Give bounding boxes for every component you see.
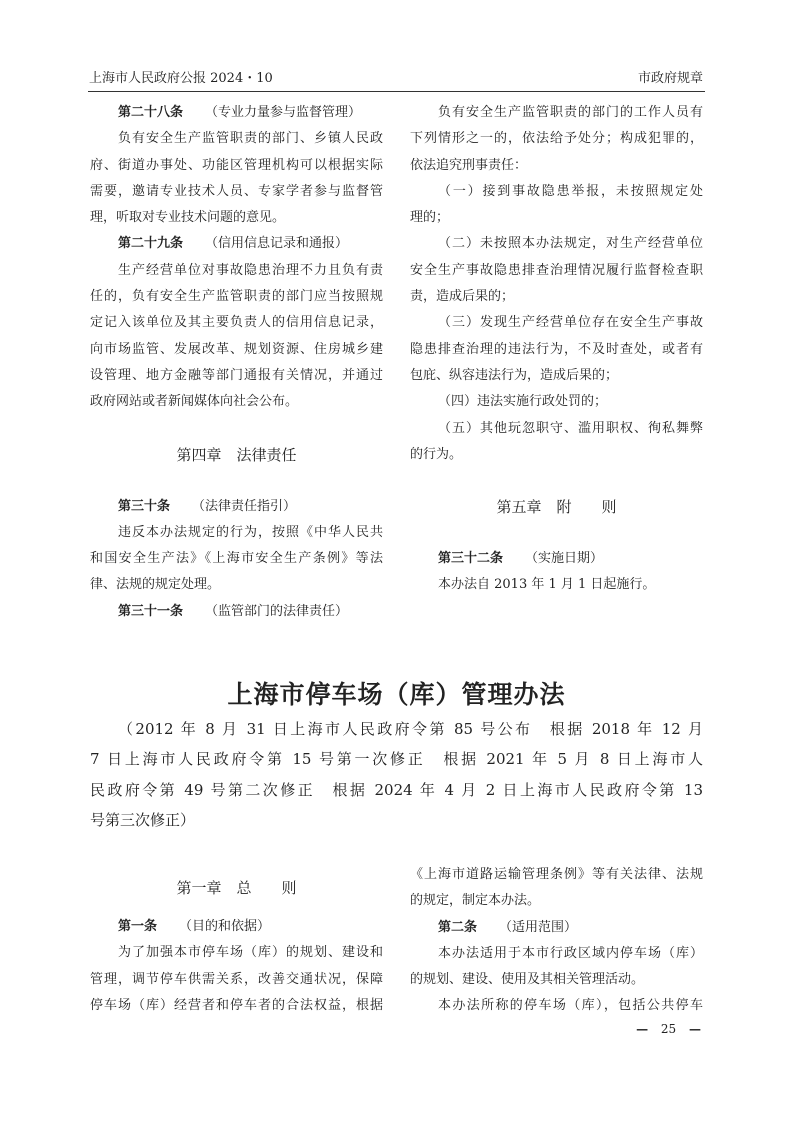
text-line: 府、街道办事处、功能区管理机构可以根据实际 (90, 157, 383, 173)
journal-header: 上海市人民政府公报 2024・10 (89, 71, 273, 86)
text-line: 政府网站或者新闻媒体向社会公布。 (90, 394, 299, 410)
text-line: 向市场监管、发展改革、规划资源、住房城乡建 (90, 341, 383, 357)
text-line: 依法追究刑事责任： (410, 157, 528, 173)
paragraph (410, 100, 703, 179)
article-heading (90, 231, 383, 257)
text-line: 生产经营单位对事故隐患治理不力且负有责 (118, 262, 383, 278)
paragraph (410, 416, 703, 469)
text-line: 的规划、建设、使用及其相关管理活动。 (410, 972, 645, 988)
paragraph (410, 179, 703, 232)
page-number-text: 25 (660, 1022, 677, 1036)
top-left-column (90, 100, 383, 625)
text-line: （四）违法实施行政处罚的； (438, 394, 608, 410)
dash-right: — (689, 1022, 701, 1036)
text-line: 设管理、地方金融等部门通报有关情况，并通过 (90, 367, 383, 383)
text-line: 的行为。 (410, 446, 463, 462)
article-title: （信用信息记录和通报） (205, 236, 349, 252)
text-line: 本办法自 2013 年 1 月 1 日起施行。 (438, 577, 656, 593)
text-line: 为了加强本市停车场（库）的规划、建设和 (118, 945, 383, 961)
paragraph (410, 572, 703, 598)
text-line: 需要，邀请专业技术人员、专家学者参与监督管 (90, 183, 383, 199)
article-heading (90, 100, 383, 126)
text-line: （二）未按照本办法规定，对生产经营单位 (438, 236, 703, 252)
text-line: （一）接到事故隐患举报，未按照规定处 (438, 183, 703, 199)
article-title: （专业力量参与监督管理） (205, 105, 362, 120)
text-line: 本办法适用于本市行政区域内停车场（库） (438, 945, 703, 961)
top-right-column (410, 100, 703, 599)
article-number: 第三十二条 (438, 551, 504, 567)
paragraph (410, 389, 703, 415)
article-number: 第二条 (438, 919, 478, 935)
paragraph (410, 310, 703, 389)
regulation-title: 上海市停车场（库）管理办法 (227, 680, 566, 709)
chapter-heading: 第四章 法律责任 (176, 445, 297, 464)
subtitle-line: 民政府令第 49 号第二次修正 根据 2024 年 4 月 2 日上海市人民政府令第 13 (90, 780, 703, 799)
article-title: （实施日期） (525, 551, 604, 567)
article-heading (90, 494, 383, 520)
article-heading (90, 914, 383, 940)
paragraph (90, 520, 383, 599)
paragraph (410, 862, 703, 915)
text-line: 管理，调节停车供需关系，改善交通状况，保障 (90, 971, 383, 987)
text-line: 《上海市道路运输管理条例》等有关法律、法规 (410, 867, 703, 882)
paragraph (90, 258, 383, 416)
text-line: 的规定，制定本办法。 (410, 893, 541, 909)
text-line: 任的，负有安全生产监管职责的部门应当按照规 (90, 289, 383, 305)
chapter-heading: 第五章 附 则 (496, 498, 617, 517)
article-number: 第三十一条 (118, 603, 184, 619)
text-line: 包庇、纵容违法行为，造成后果的； (410, 367, 619, 383)
text-line: 律、法规的规定处理。 (90, 577, 221, 593)
dash-left: — (636, 1022, 649, 1036)
section-header: 市政府规章 (637, 71, 703, 86)
article-number: 第二十八条 (118, 105, 184, 120)
article-title: （监管部门的法律责任） (205, 603, 349, 619)
paragraph (410, 231, 703, 310)
bottom-right-column (410, 862, 703, 1020)
paragraph (410, 941, 703, 994)
chapter-heading: 第一章 总 则 (176, 879, 297, 897)
paragraph (90, 126, 383, 231)
article-number: 第三十条 (118, 498, 171, 514)
subtitle-line: （2012 年 8 月 31 日上海市人民政府令第 85 号公布 根据 2018 年 12 月 (118, 720, 703, 738)
text-line: 责，造成后果的； (410, 289, 515, 305)
text-line: （五）其他玩忽职守、滥用职权、徇私舞弊 (438, 420, 703, 436)
article-heading (410, 546, 703, 572)
text-line: 理，听取对专业技术问题的意见。 (90, 210, 286, 226)
text-line: 负有安全生产监管职责的部门的工作人员有 (438, 105, 703, 120)
text-line: 定记入该单位及其主要负责人的信用信息记录， (90, 315, 383, 331)
text-line: （三）发现生产经营单位存在安全生产事故 (438, 315, 703, 331)
text-line: 隐患排查治理的违法行为，不及时查处，或者有 (410, 341, 703, 357)
header-rule (88, 91, 705, 92)
regulation-subtitle (90, 714, 703, 835)
subtitle-line: 7 日上海市人民政府令第 15 号第一次修正 根据 2021 年 5 月 8 日上海市人 (90, 750, 703, 769)
page-number (636, 1022, 701, 1036)
paragraph (410, 993, 703, 1019)
text-line: 停车场（库）经营者和停车者的合法权益，根据 (90, 997, 383, 1013)
text-line: 理的； (410, 210, 450, 226)
article-heading (90, 599, 383, 625)
article-title: （法律责任指引） (192, 498, 297, 514)
subtitle-line: 号第三次修正） (90, 810, 196, 829)
text-line: 和国安全生产法》《上海市安全生产条例》等法 (90, 551, 383, 567)
paragraph (90, 940, 383, 1019)
text-line: 下列情形之一的，依法给予处分；构成犯罪的， (410, 131, 703, 147)
article-number: 第二十九条 (118, 236, 184, 252)
article-title: （适用范围） (499, 919, 578, 935)
text-line: 负有安全生产监管职责的部门、乡镇人民政 (118, 131, 383, 147)
bottom-left-column (90, 862, 383, 1019)
text-line: 本办法所称的停车场（库），包括公共停车 (438, 998, 703, 1014)
article-title: （目的和依据） (179, 919, 271, 934)
text-line: 违反本办法规定的行为，按照《中华人民共 (118, 524, 383, 540)
article-heading (410, 915, 703, 941)
article-number: 第一条 (118, 919, 158, 934)
text-line: 安全生产事故隐患排查治理情况履行监督检查职 (410, 262, 703, 278)
